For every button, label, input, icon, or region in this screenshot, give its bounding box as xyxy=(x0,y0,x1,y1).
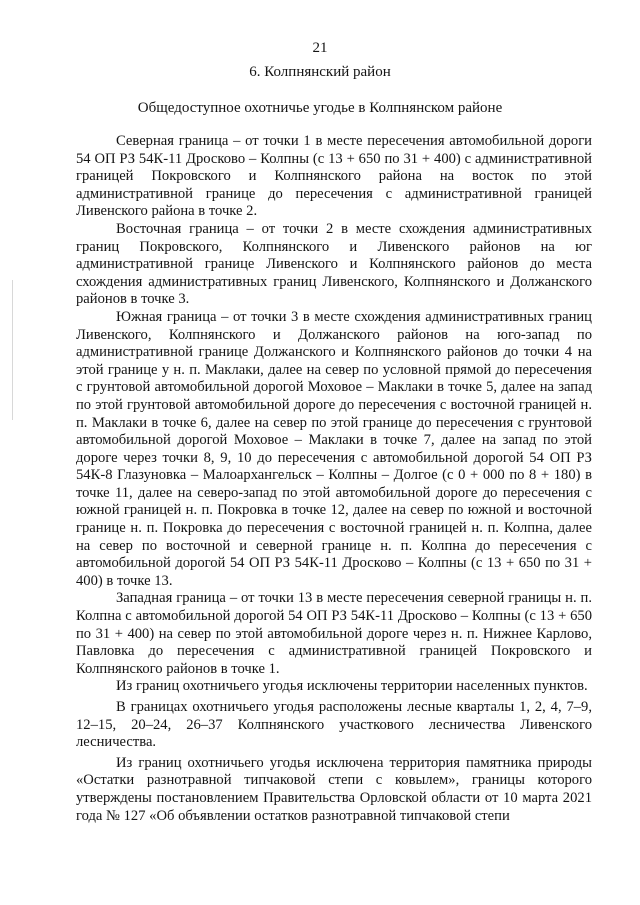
body-text xyxy=(76,133,592,825)
paragraph-north-border: Северная граница – от точки 1 в месте пересечения автомобильной дороги 54 ОП РЗ 54К-11 Дросково – Колпны (с 13 + 650 по 31 + 400) с административной границей Покровского и Колпнянского района на восток по этой административной границе до пересечения с административной границей Ливенского района в точке 2. xyxy=(76,133,592,220)
paragraph-east-border: Восточная граница – от точки 2 в месте схождения административных границ Покровского, Колпнянского и Ливенского районов на юг административной границе Ливенского и Колпнянского районов до места схождения административных границ Ливенского, Колпнянского и Должанского районов в точке 3. xyxy=(76,220,592,308)
paragraph-west-border: Западная граница – от точки 13 в месте пересечения северной границы н. п. Колпна с автомобильной дорогой 54 ОП РЗ 54К-11 Дросково – Колпны (с 13 + 650 по 31 + 400) на север по этой автомобильной дороге через н. п. Нижнее Карлово, Павловка до пересечения с административной границей Покровского и Колпнянского районов в точке 1. xyxy=(76,590,592,677)
scan-edge-mark xyxy=(12,280,13,420)
paragraph-nature-monument: Из границ охотничьего угодья исключена территория памятника природы «Остатки разнотравной типчаковой степи с ковылем», границы которого утверждены постановлением Правительства Орловской области от 10 марта 2021 года № 127 «Об объявлении остатков разнотравной типчаковой степи xyxy=(76,754,592,824)
page-number: 21 xyxy=(312,40,328,56)
paragraph-excluded-settlements: Из границ охотничьего угодья исключены территории населенных пунктов. xyxy=(116,678,588,695)
section-title: 6. Колпнянский район xyxy=(249,64,391,80)
document-subtitle: Общедоступное охотничье угодье в Колпнянском районе xyxy=(137,100,503,116)
paragraph-south-border: Южная граница – от точки 3 в месте схождения административных границ Ливенского, Колпнянского и Должанского районов на юго-запад по административной границе Должанского и Колпнянского районов до точки 4 на этой границе у н. п. Маклаки, далее на север по условной прямой до пересечения с грунтовой автомобильной дорогой Моховое – Маклаки в точке 5, далее на запад по этой грунтовой автомобильной дороге до пересечения с восточной границей н. п. Маклаки в точке 6, далее на север по этой границе до пересечения с грунтовой автомобильной дорогой Моховое – Маклаки в точке 7, далее на запад по этой дороге через точки 8, 9, 10 до пересечения с автомобильной дорогой 54 ОП РЗ 54К-8 Глазуновка – Малоархангельск – Колпны – Долгое (с 0 + 000 по 8 + 180) в точке 11, далее на северо-запад по этой автомобильной дороге до пересечения с южной границей н. п. Покровка в точке 12, далее на север по южной и восточной границе н. п. Покровка до пересечения с восточной границей н. п. Колпна, далее на север по восточной и северной границе н. п. Колпна до пересечения с автомобильной дорогой 54 ОП РЗ 54К-11 Дросково – Колпны (с 13 + 650 по 31 + 400) в точке 13. xyxy=(76,308,592,589)
paragraph-forest-quarters: В границах охотничьего угодья расположены лесные кварталы 1, 2, 4, 7–9, 12–15, 20–24, 26–37 Колпнянского участкового лесничества Ливенского лесничества. xyxy=(76,699,592,751)
